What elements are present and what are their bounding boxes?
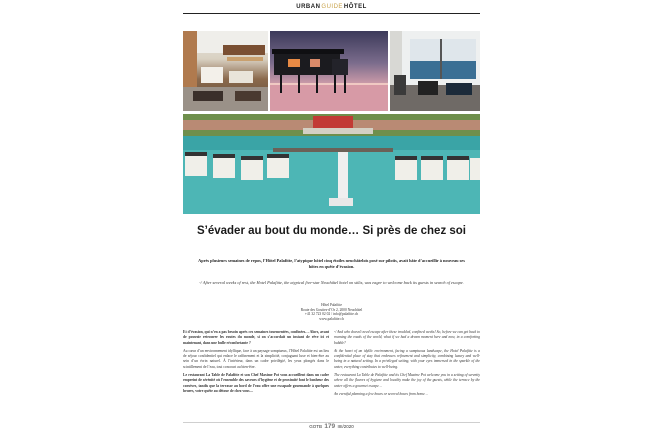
paragraph: Et d’évasion, qui n’en a pas besoin après ces semaines tourmentées, confinées… Alors, avant de pouvoir retrouver les routes du monde, si on s’accordait un instant de rêve ici et maintenant, dans une bulle réconfortante ? (183, 330, 329, 345)
photo-aerial-pier (183, 114, 480, 214)
paragraph: An eventful planning a few hours or several hours from home… (334, 391, 428, 396)
page-footer (183, 422, 480, 432)
paragraph: The restaurant La Table de Palafitte and its Chef Maxime Pot welcome you in a setting of serenity where all the flavors of hygiene and locality make the joy of the guests, while the terrace by the water offers a gourmet escape… (334, 373, 480, 388)
page-number: 179 (324, 423, 336, 430)
footer-brand: GOTB (309, 424, 323, 429)
address-line: Hôtel Palafitte (321, 303, 342, 307)
section-header (183, 3, 480, 14)
photo-suite-interior (390, 31, 480, 111)
header-category: HÔTEL (343, 4, 367, 10)
address-line: +41 32 723 02 02 / info@palafitte.ch (304, 312, 359, 317)
paragraph: -/ And who doesn’t need escape after these troubled, confined weeks! So, before we can get back to roaming the roads of the world, what if we had a dream moment here and now, in a comforting bubble? (334, 330, 480, 345)
paragraph: Le restaurant La Table de Palafitte et son Chef Maxime Pot vous accueillent dans un cadre empreint de sérénité où l’ensemble des saveurs d’hygiène et de proximité font le bonheur des convives, tandis que la terrasse au bord de l’eau offre une escapade gourmande à quelques heures, votre quête au détour de chez vous… (183, 373, 329, 393)
address-line: Route des Gouttes-d’Or 2, 2000 Neuchâtel (300, 307, 363, 312)
address-line: www.palafitte.ch (319, 316, 344, 321)
lead-english: -/ After several weeks of rest, the Hotel Palafitte, the atypical five-star Neuchâtel hotel on stilts, was eager to welcome back its guests in search of escape. (199, 280, 464, 285)
header-guide: GUIDE (321, 4, 343, 10)
paragraph: Au cœur d’un environnement idyllique, face à un paysage somptueux, l’Hôtel Palafitte est un lieu de séjour confidentiel qui enlace le raffinement et la simplicité, conjuguant luxe et bien-être au sein d’un écrin naturel. À l’intérieur, dans un cadre privilégié, les yeux plongés dans le scintillement de l’eau, tout concourt au bien-être. (183, 348, 329, 369)
footer-issue: IIII/2020 (337, 424, 354, 429)
hotel-address (260, 303, 403, 321)
paragraph: At the heart of an idyllic environment, facing a sumptuous landscape, the Hotel Palafitte is a confidential place of stay that embraces refinement and simplicity, combining luxury and well-being in a natural setting. In a privileged setting, with your eyes immersed in the sparkle of the water, everything contributes to well-being. (334, 348, 480, 369)
photo-lobby (183, 31, 268, 111)
body-column-english (334, 330, 480, 400)
photo-sunset-pavilion (270, 31, 388, 111)
lead-french: Après plusieurs semaines de repos, l’Hôtel Palafitte, l’atypique hôtel cinq étoiles neuchâtelois posé sur pilotis, avait hâte d’accueillir à nouveau ses hôtes en quête d’évasion. (198, 258, 465, 269)
article-title: S’évader au bout du monde… Si près de chez soi (196, 225, 467, 237)
header-brand: URBAN (296, 4, 321, 10)
body-column-french (183, 330, 329, 397)
